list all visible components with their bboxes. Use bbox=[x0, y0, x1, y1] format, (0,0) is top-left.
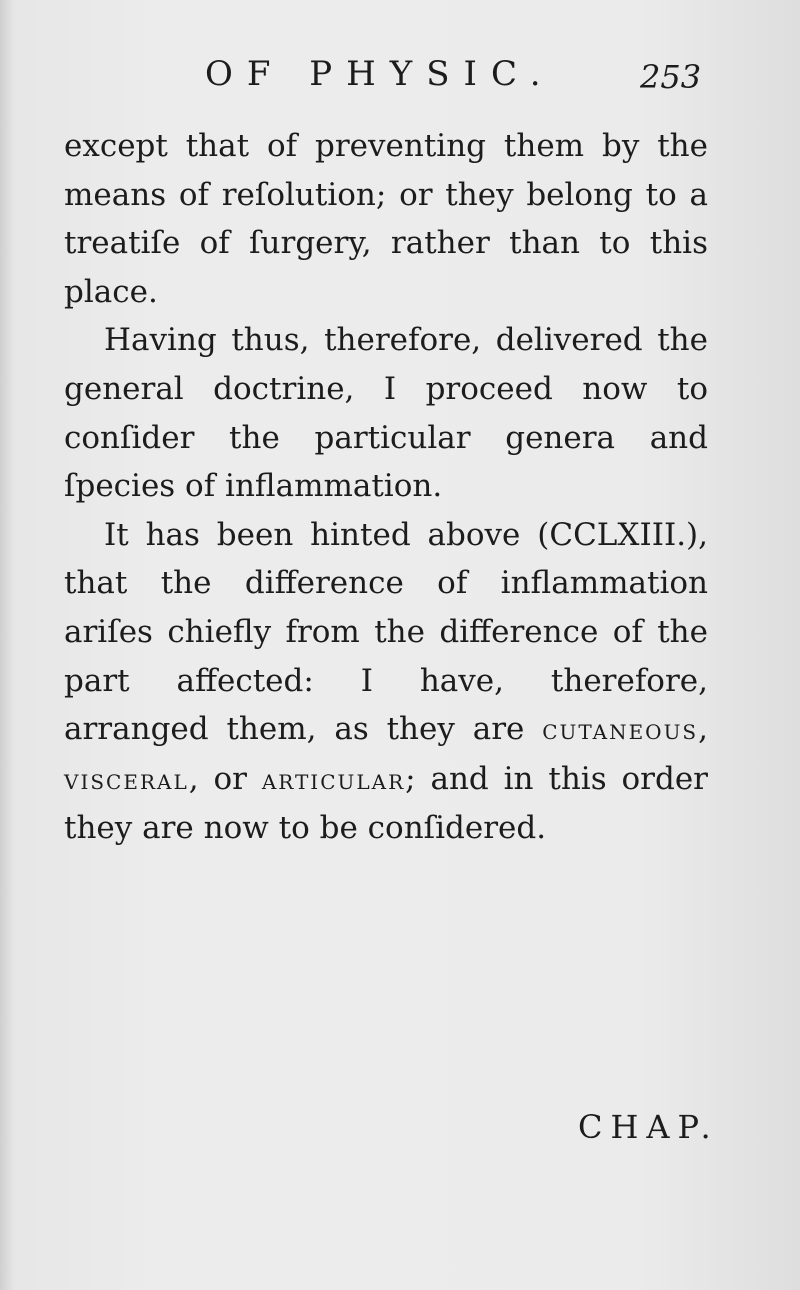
paragraph-text: except that of preventing them by the means of reſolution; or they belong to a treatiſe of ſurgery, rather than to this place. bbox=[64, 128, 708, 310]
paragraph-text: , bbox=[698, 711, 708, 748]
paragraph-2 bbox=[64, 316, 708, 510]
paragraph-text: ; and in this order they are now to be conſidered. bbox=[64, 760, 708, 847]
paragraph-text: It has been hinted above (CCLXIII.), that the difference of inflammation ariſes chiefly from the difference of the part affected: I have, therefore, arranged them, as they are bbox=[64, 516, 708, 748]
page-gutter-shadow bbox=[0, 0, 14, 1290]
small-caps-term-visceral: visceral bbox=[64, 762, 189, 796]
small-caps-term-cutaneous: cutaneous bbox=[542, 713, 699, 747]
small-caps-term-articular: articular bbox=[261, 762, 406, 796]
running-head: OF PHYSIC. bbox=[205, 54, 555, 94]
paragraph-text: , or bbox=[188, 760, 262, 797]
body-text bbox=[64, 122, 708, 853]
paragraph-1 bbox=[64, 122, 708, 316]
page-number: 253 bbox=[640, 58, 702, 96]
paragraph-text: Having thus, therefore, delivered the general doctrine, I proceed now to conſider the particular genera and ſpecies of inflammation. bbox=[64, 322, 708, 505]
catchword: CHAP. bbox=[578, 1108, 719, 1146]
paragraph-3 bbox=[64, 511, 708, 853]
page-header bbox=[0, 52, 800, 98]
